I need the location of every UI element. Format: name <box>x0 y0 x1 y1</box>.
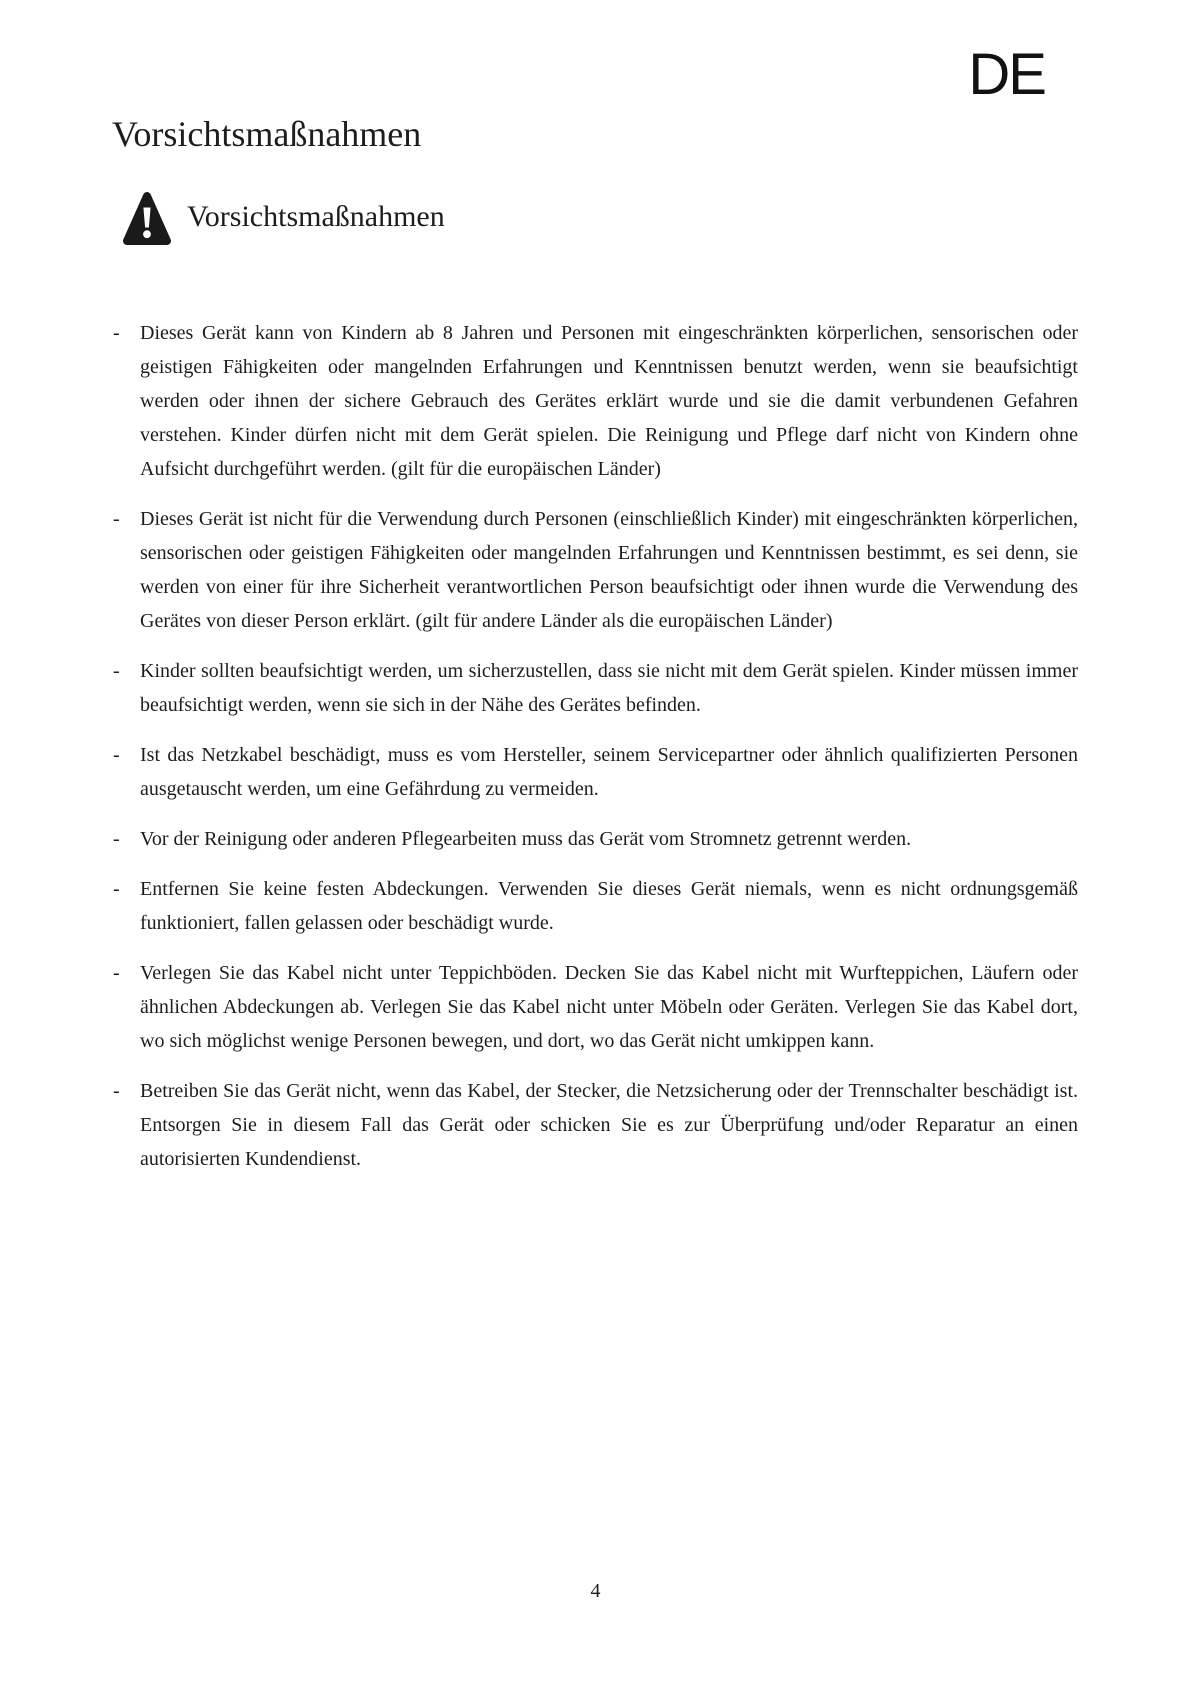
list-item <box>113 738 1078 806</box>
list-item-text: Ist das Netzkabel beschädigt, muss es vom Hersteller, seinem Servicepartner oder ähnlich qualifizierten Personen ausgetauscht werden, um eine Gefährdung zu vermeiden. <box>140 744 1078 800</box>
bullet-marker: - <box>113 322 120 344</box>
list-item-text: Dieses Gerät ist nicht für die Verwendung durch Personen (einschließlich Kinder) mit eingeschränkten körperlichen, sensorischen oder geistigen Fähigkeiten oder mangelnden Erfahrungen und Kenntnissen bestimmt, es sei denn, sie werden von einer für ihre Sicherheit verantwortlichen Person beaufsichtigt oder ihnen wurde die Verwendung des Gerätes von dieser Person erklärt. (gilt für andere Länder als die europäischen Länder) <box>140 508 1078 632</box>
bullet-marker: - <box>113 744 120 766</box>
warning-triangle-icon <box>122 191 172 246</box>
list-item <box>113 872 1078 940</box>
bullet-marker: - <box>113 828 120 850</box>
list-item <box>113 654 1078 722</box>
warning-label: Vorsichtsmaßnahmen <box>187 199 445 233</box>
list-item-text: Verlegen Sie das Kabel nicht unter Teppichböden. Decken Sie das Kabel nicht mit Wurfteppichen, Läufern oder ähnlichen Abdeckungen ab. Verlegen Sie das Kabel nicht unter Möbeln oder Geräten. Verlegen Sie das Kabel dort, wo sich möglichst wenige Personen bewegen, und dort, wo das Gerät nicht umkippen kann. <box>140 962 1078 1052</box>
bullet-marker: - <box>113 962 120 984</box>
page-title: Vorsichtsmaßnahmen <box>112 114 422 154</box>
bullet-marker: - <box>113 508 120 530</box>
list-item-text: Kinder sollten beaufsichtigt werden, um sicherzustellen, dass sie nicht mit dem Gerät spielen. Kinder müssen immer beaufsichtigt werden, wenn sie sich in der Nähe des Gerätes befinden. <box>140 660 1078 716</box>
page-number: 4 <box>590 1580 601 1602</box>
list-item <box>113 956 1078 1058</box>
precautions-list <box>113 316 1078 1192</box>
list-item-text: Entfernen Sie keine festen Abdeckungen. Verwenden Sie dieses Gerät niemals, wenn es nicht ordnungsgemäß funktioniert, fallen gelassen oder beschädigt wurde. <box>140 878 1078 934</box>
list-item <box>113 1074 1078 1176</box>
list-item-text: Betreiben Sie das Gerät nicht, wenn das Kabel, der Stecker, die Netzsicherung oder der Trennschalter beschädigt ist. Entsorgen Sie in diesem Fall das Gerät oder schicken Sie es zur Überprüfung und/oder Reparatur an einen autorisierten Kundendienst. <box>140 1080 1078 1170</box>
bullet-marker: - <box>113 878 120 900</box>
list-item-text: Vor der Reinigung oder anderen Pflegearbeiten muss das Gerät vom Stromnetz getrennt werden. <box>140 828 912 850</box>
bullet-marker: - <box>113 1080 120 1102</box>
list-item <box>113 502 1078 638</box>
list-item-text: Dieses Gerät kann von Kindern ab 8 Jahren und Personen mit eingeschränkten körperlichen, sensorischen oder geistigen Fähigkeiten oder mangelnden Erfahrungen und Kenntnissen benutzt werden, wenn sie beaufsichtigt werden oder ihnen der sichere Gebrauch des Gerätes erklärt wurde und sie die damit verbundenen Gefahren verstehen. Kinder dürfen nicht mit dem Gerät spielen. Die Reinigung und Pflege darf nicht von Kindern ohne Aufsicht durchgeführt werden. (gilt für die europäischen Länder) <box>140 322 1078 480</box>
list-item <box>113 316 1078 486</box>
language-badge: DE <box>968 42 1045 107</box>
bullet-marker: - <box>113 660 120 682</box>
list-item <box>113 822 1078 856</box>
warning-header <box>122 191 445 246</box>
